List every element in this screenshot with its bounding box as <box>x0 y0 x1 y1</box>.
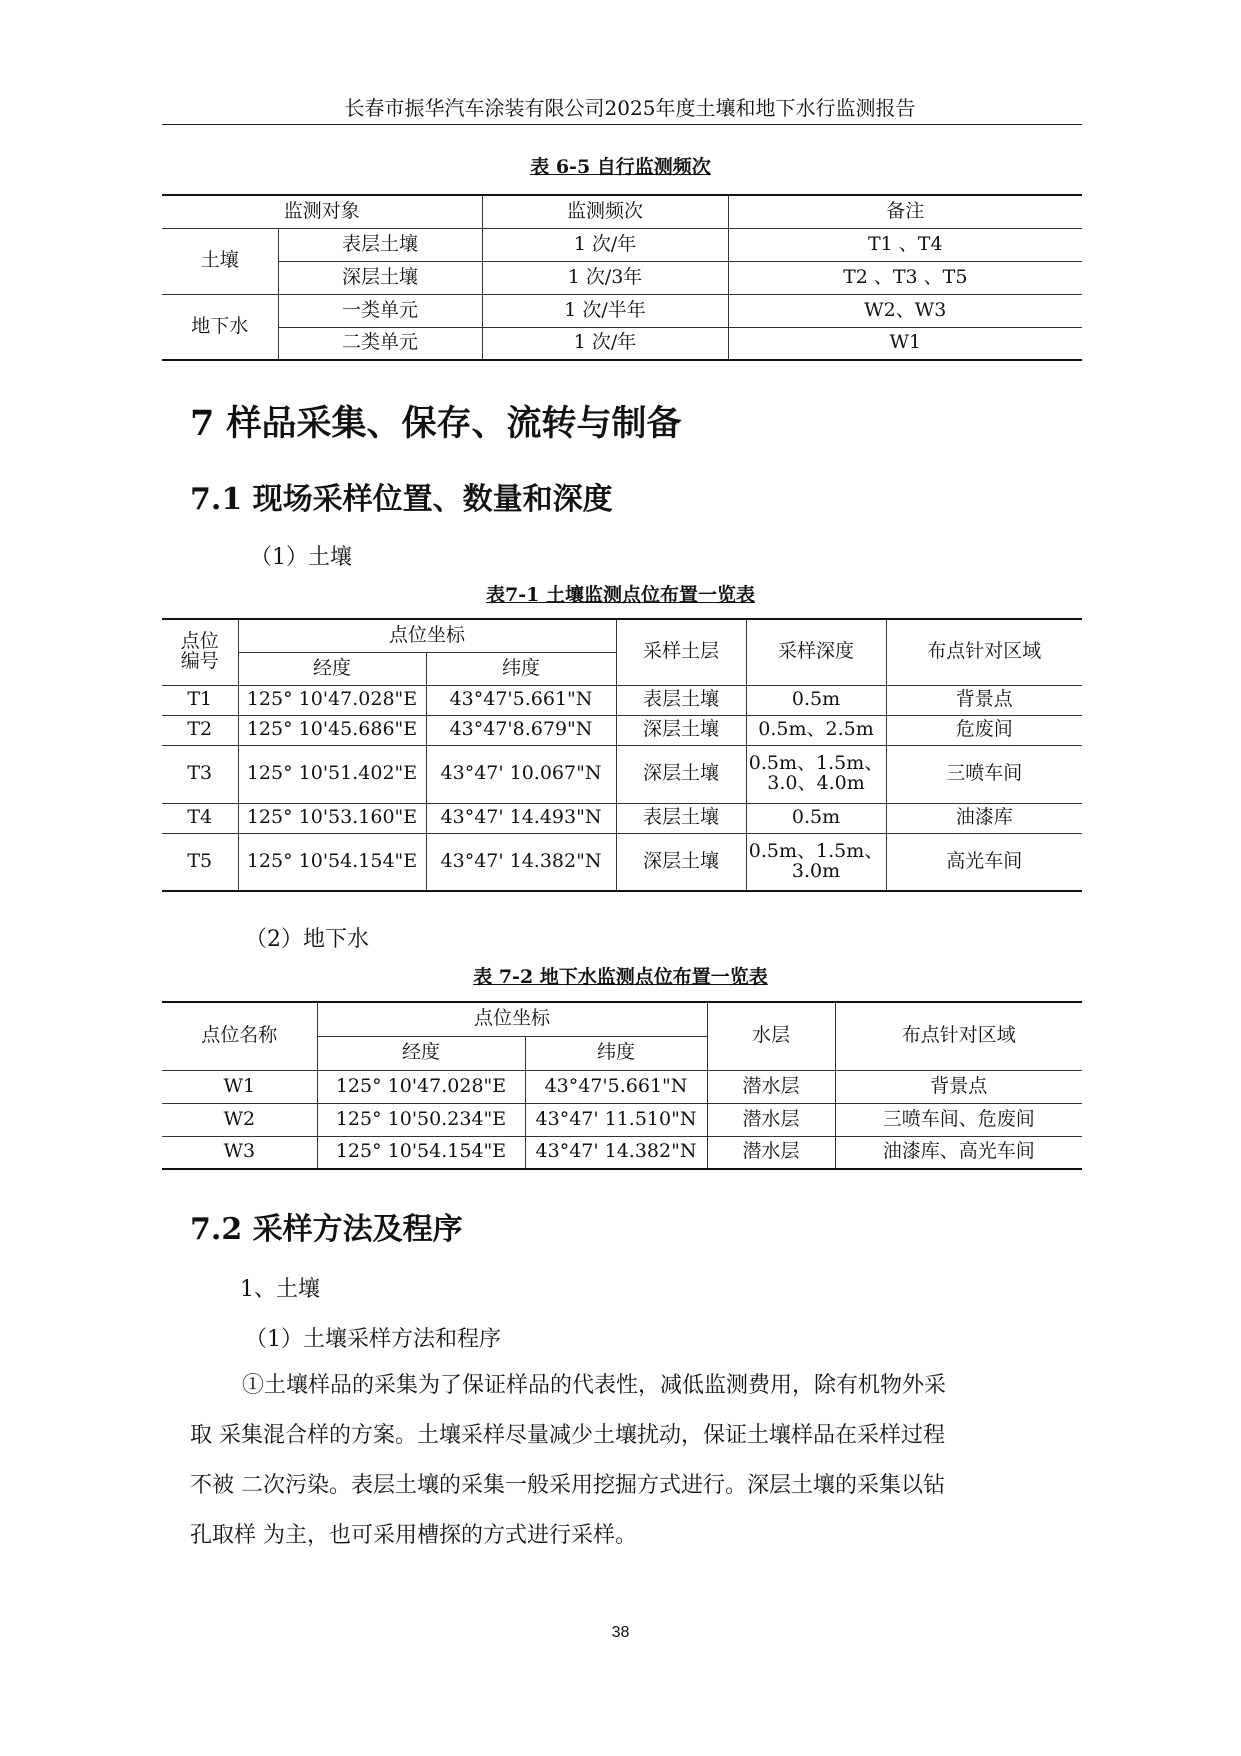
cell: W2、W3 <box>728 294 1082 327</box>
cell: T2 、T3 、T5 <box>728 261 1082 294</box>
cell: T4 <box>162 803 238 833</box>
table-row <box>162 294 1082 327</box>
running-header: 长春市振华汽车涂装有限公司2025年度土壤和地下水行监测报告 <box>344 96 916 120</box>
cell: 1 次/年 <box>482 228 728 261</box>
lon-header: 经度 <box>238 652 426 685</box>
body-line: 不被 二次污染。表层土壤的采集一般采用挖掘方式进行。深层土壤的采集以钻 <box>190 1473 945 1498</box>
cell: 43°47' 10.067"N <box>426 745 616 803</box>
cell: 125° 10'45.686"E <box>238 715 426 745</box>
table-7-1-caption: 表7-1 土壤监测点位布置一览表 <box>486 584 755 606</box>
cell: T1 <box>162 685 238 715</box>
cell: 背景点 <box>886 685 1082 715</box>
item-1-label: 1、土壤 <box>240 1277 320 1302</box>
cell: 深层土壤 <box>616 833 746 891</box>
cell: 43°47' 14.493"N <box>426 803 616 833</box>
header-rule <box>162 124 1082 125</box>
aquifer-header: 水层 <box>707 1002 835 1070</box>
cell: 125° 10'51.402"E <box>238 745 426 803</box>
cell: 潜水层 <box>707 1136 835 1169</box>
table-6-5-caption: 表 6-5 自行监测频次 <box>530 156 711 178</box>
cell: 油漆库 <box>886 803 1082 833</box>
cell: 43°47'5.661"N <box>426 685 616 715</box>
area-header: 布点针对区域 <box>835 1002 1082 1070</box>
body-line: 取 采集混合样的方案。土壤采样尽量减少土壤扰动，保证土壤样品在采样过程 <box>190 1423 945 1448</box>
soil-label: （1）土壤 <box>250 545 352 570</box>
cell: 43°47'8.679"N <box>426 715 616 745</box>
cell: 0.5m、1.5m、 3.0、4.0m <box>746 745 886 803</box>
table-7-2 <box>162 1001 1082 1170</box>
cell: 0.5m、2.5m <box>746 715 886 745</box>
coords-header: 点位坐标 <box>238 619 616 652</box>
table-row <box>162 745 1082 803</box>
cell: T5 <box>162 833 238 891</box>
layer-header: 采样土层 <box>616 619 746 685</box>
cell: 表层土壤 <box>616 685 746 715</box>
section-7-2-heading: 7.2 采样方法及程序 <box>190 1212 463 1247</box>
cell: T1 、T4 <box>728 228 1082 261</box>
table-7-1 <box>162 618 1082 892</box>
lat-header: 纬度 <box>525 1036 707 1070</box>
cell: 潜水层 <box>707 1103 835 1136</box>
cell: 1 次/半年 <box>482 294 728 327</box>
cell: 表层土壤 <box>278 228 482 261</box>
cell: 一类单元 <box>278 294 482 327</box>
page-number: 38 <box>611 1624 630 1641</box>
body-line: 孔取样 为主，也可采用槽探的方式进行采样。 <box>190 1523 637 1548</box>
cell: 深层土壤 <box>616 715 746 745</box>
section-7-heading: 7 样品采集、保存、流转与制备 <box>190 403 682 444</box>
cell: 0.5m、1.5m、 3.0m <box>746 833 886 891</box>
section-7-1-heading: 7.1 现场采样位置、数量和深度 <box>190 482 613 517</box>
table-row <box>162 833 1082 891</box>
cell: 二类单元 <box>278 327 482 360</box>
body-paragraph <box>190 1361 1070 1561</box>
header-cell: 监测频次 <box>482 195 728 228</box>
table-row <box>162 1136 1082 1169</box>
cell: 油漆库、高光车间 <box>835 1136 1082 1169</box>
group-cell: 地下水 <box>162 294 278 360</box>
body-line: ①土壤样品的采集为了保证样品的代表性，减低监测费用，除有机物外采 <box>242 1373 947 1398</box>
cell: 125° 10'47.028"E <box>317 1070 525 1103</box>
table-row <box>162 261 1082 294</box>
cell: W1 <box>728 327 1082 360</box>
cell: 43°47' 11.510"N <box>525 1103 707 1136</box>
groundwater-label: （2）地下水 <box>245 927 369 952</box>
cell: 125° 10'54.154"E <box>238 833 426 891</box>
cell: 0.5m <box>746 685 886 715</box>
cell: 1 次/3年 <box>482 261 728 294</box>
cell: 125° 10'54.154"E <box>317 1136 525 1169</box>
point-id-header: 点位 编号 <box>162 619 238 685</box>
table-row <box>162 228 1082 261</box>
cell: T2 <box>162 715 238 745</box>
item-1-sub-label: （1）土壤采样方法和程序 <box>245 1327 501 1352</box>
table-row <box>162 1070 1082 1103</box>
cell: 0.5m <box>746 803 886 833</box>
group-cell: 土壤 <box>162 228 278 294</box>
table-row <box>162 685 1082 715</box>
cell: 125° 10'53.160"E <box>238 803 426 833</box>
cell: W3 <box>162 1136 317 1169</box>
cell: 背景点 <box>835 1070 1082 1103</box>
cell: W1 <box>162 1070 317 1103</box>
cell: 43°47' 14.382"N <box>426 833 616 891</box>
cell: 三喷车间 <box>886 745 1082 803</box>
cell: 125° 10'47.028"E <box>238 685 426 715</box>
name-header: 点位名称 <box>162 1002 317 1070</box>
cell: W2 <box>162 1103 317 1136</box>
cell: 高光车间 <box>886 833 1082 891</box>
cell: 43°47'5.661"N <box>525 1070 707 1103</box>
cell: 潜水层 <box>707 1070 835 1103</box>
cell: 125° 10'50.234"E <box>317 1103 525 1136</box>
table-row <box>162 715 1082 745</box>
table-6-5 <box>162 194 1082 361</box>
area-header: 布点针对区域 <box>886 619 1082 685</box>
table-row <box>162 327 1082 360</box>
cell: T3 <box>162 745 238 803</box>
table-row <box>162 803 1082 833</box>
lon-header: 经度 <box>317 1036 525 1070</box>
header-cell: 备注 <box>728 195 1082 228</box>
cell: 43°47' 14.382"N <box>525 1136 707 1169</box>
cell: 表层土壤 <box>616 803 746 833</box>
table-7-2-caption: 表 7-2 地下水监测点位布置一览表 <box>473 966 768 988</box>
coords-header: 点位坐标 <box>317 1002 707 1036</box>
lat-header: 纬度 <box>426 652 616 685</box>
table-row <box>162 1103 1082 1136</box>
header-cell: 监测对象 <box>162 195 482 228</box>
cell: 1 次/年 <box>482 327 728 360</box>
cell: 深层土壤 <box>278 261 482 294</box>
cell: 三喷车间、危废间 <box>835 1103 1082 1136</box>
depth-header: 采样深度 <box>746 619 886 685</box>
cell: 深层土壤 <box>616 745 746 803</box>
cell: 危废间 <box>886 715 1082 745</box>
